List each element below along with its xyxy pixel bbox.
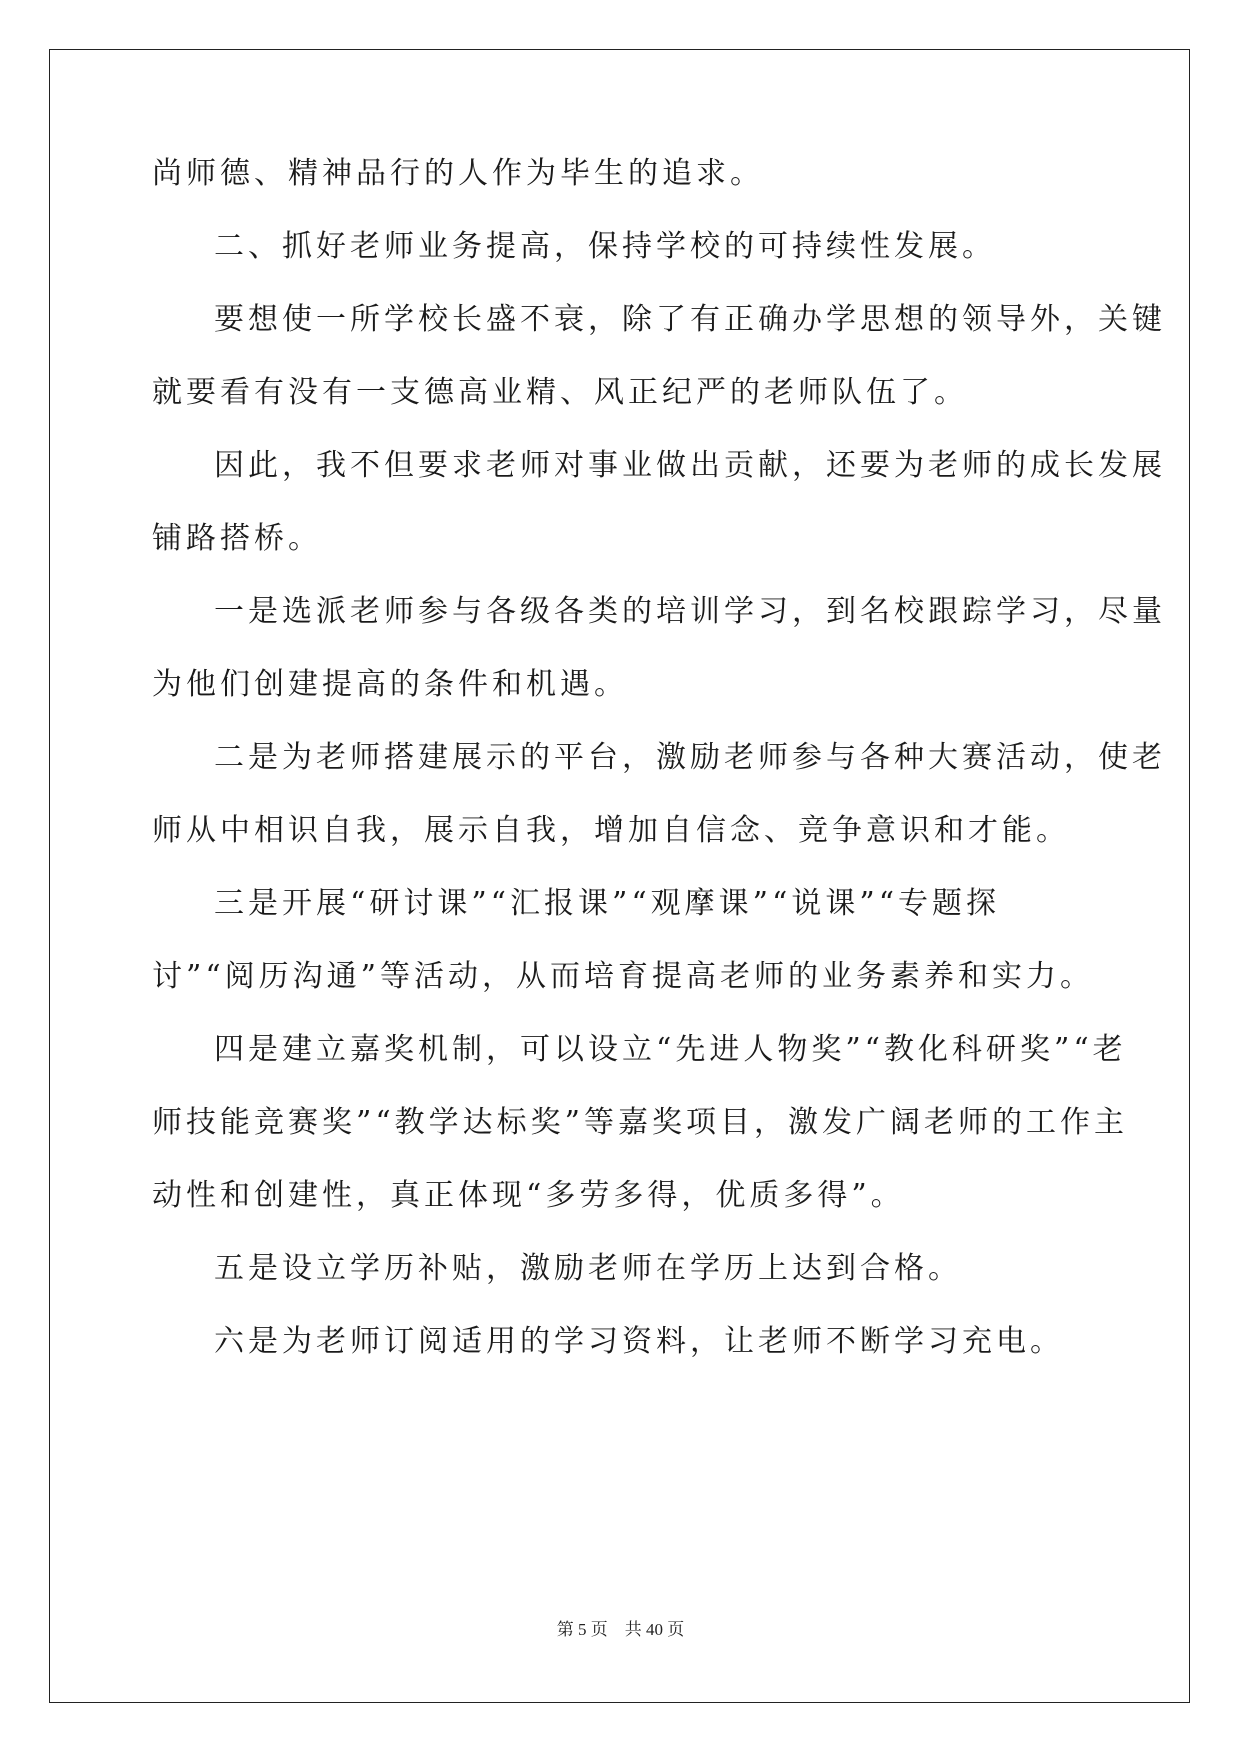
- text-line: 动性和创建性，真正体现“多劳多得，优质多得”。: [152, 1178, 905, 1213]
- text-line: 一是选派老师参与各级各类的培训学习，到名校跟踪学习，尽量: [214, 594, 1166, 629]
- text-line: 四是建立嘉奖机制，可以设立“先进人物奖”“教化科研奖”“老: [214, 1032, 1127, 1067]
- page-border: [49, 49, 1190, 1703]
- text-line: 讨”“阅历沟通”等活动，从而培育提高老师的业务素养和实力。: [152, 959, 1095, 994]
- text-line: 就要看有没有一支德高业精、风正纪严的老师队伍了。: [152, 375, 968, 410]
- paragraph-heading: 二、抓好老师业务提高，保持学校的可持续性发展。: [214, 229, 996, 264]
- text-line: 铺路搭桥。: [152, 521, 322, 556]
- page-number-footer: [0, 1620, 1241, 1640]
- text-line: 要想使一所学校长盛不衰，除了有正确办学思想的领导外，关键: [214, 302, 1166, 337]
- text-line: 尚师德、精神品行的人作为毕生的追求。: [152, 156, 764, 191]
- text-line: 六是为老师订阅适用的学习资料，让老师不断学习充电。: [214, 1324, 1064, 1359]
- text-line: 三是开展“研讨课”“汇报课”“观摩课”“说课”“专题探: [214, 886, 1001, 921]
- text-line: 因此，我不但要求老师对事业做出贡献，还要为老师的成长发展: [214, 448, 1166, 483]
- page-number-label: 第 5 页 共 40 页: [556, 1620, 685, 1639]
- text-line: 五是设立学历补贴，激励老师在学历上达到合格。: [214, 1251, 962, 1286]
- text-line: 师技能竞赛奖”“教学达标奖”等嘉奖项目，激发广阔老师的工作主: [152, 1105, 1129, 1140]
- text-line: 为他们创建提高的条件和机遇。: [152, 667, 628, 702]
- text-line: 二是为老师搭建展示的平台，激励老师参与各种大赛活动，使老: [214, 740, 1166, 775]
- text-line: 师从中相识自我，展示自我，增加自信念、竞争意识和才能。: [152, 813, 1070, 848]
